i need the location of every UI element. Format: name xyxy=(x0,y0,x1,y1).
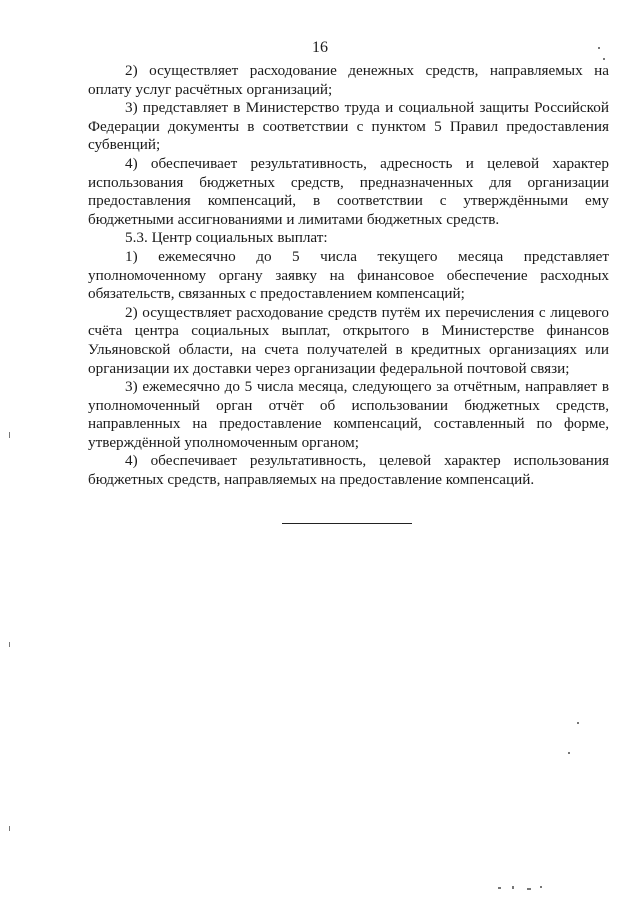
scan-speck xyxy=(577,722,579,724)
section-heading-5-3: 5.3. Центр социальных выплат: xyxy=(125,229,328,247)
scan-speck xyxy=(603,58,605,60)
scan-speck xyxy=(527,888,531,890)
paragraph-5-3-item-4: 4) обеспечивает результативность, целевой характер использования бюджетных средств, направляемых на предоставление компенсаций. xyxy=(88,452,609,489)
scan-speck xyxy=(9,826,10,831)
scan-speck xyxy=(540,886,542,888)
paragraph-5-3-item-1: 1) ежемесячно до 5 числа текущего месяца представляет уполномоченному органу заявку на финансовое обеспечение расходных обязательств, связанных с предоставлением компенсаций; xyxy=(88,247,609,303)
document-body xyxy=(88,62,609,490)
page-number: 16 xyxy=(312,39,328,56)
scan-speck xyxy=(9,432,10,438)
paragraph-5-2-item-4: 4) обеспечивает результативность, адресность и целевой характер использования бюджетных средств, предназначенных для организации предоставления компенсаций, в соответствии с утверждёнными ему бюджетными ассигнованиями и лимитами бюджетных средств. xyxy=(88,154,609,228)
scan-speck xyxy=(568,752,570,754)
scan-speck xyxy=(498,887,501,889)
scan-speck xyxy=(512,886,514,889)
closing-divider-line xyxy=(282,523,412,524)
scan-speck xyxy=(9,642,10,647)
paragraph-5-3-item-3: 3) ежемесячно до 5 числа месяца, следующего за отчётным, направляет в уполномоченный орган отчёт об использовании бюджетных средств, направленных на предоставление компенсаций, составленный по форме, утверждённой уполномоченным органом; xyxy=(88,378,609,451)
scan-speck xyxy=(598,47,600,49)
paragraph-5-2-item-3: 3) представляет в Министерство труда и социальной защиты Российской Федерации документы в соответствии с пунктом 5 Правил предоставления субвенций; xyxy=(88,99,609,154)
paragraph-5-3-item-2: 2) осуществляет расходование средств путём их перечисления с лицевого счёта центра социальных выплат, открытого в Министерстве финансов Ульяновской области, на счета получателей в кредитных организациях или организации их доставки через организации федеральной почтовой связи; xyxy=(88,303,609,377)
paragraph-5-2-item-2: 2) осуществляет расходование денежных средств, направляемых на оплату услуг расчётных организаций; xyxy=(88,62,609,98)
